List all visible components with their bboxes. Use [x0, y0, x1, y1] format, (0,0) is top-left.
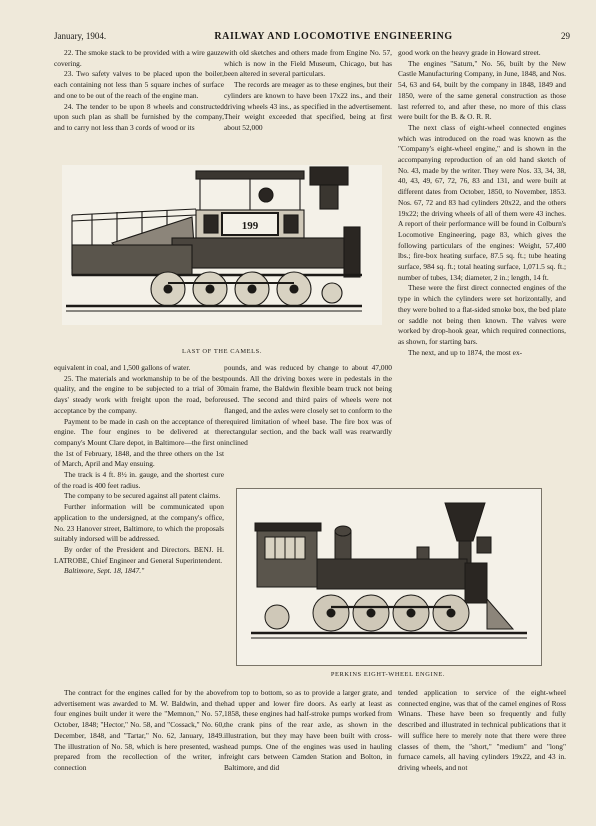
paragraph: Baltimore, Sept. 18, 1847.": [64, 566, 145, 576]
page-header: [54, 28, 570, 44]
paragraph: from top to bottom, so as to provide a larger grate, and had upper and lower fire doors. As early at least as 1858, these engines had half-stroke pumps worked from the crank pins of the rear axle, as shown in the illustration, but they may have been built with cross-head pumps. One of the engines was used in hauling freight cars between Camden Station and Bolton, in Baltimore, and did: [224, 688, 392, 772]
header-page-number: 29: [560, 31, 570, 41]
paragraph: 23. Two safety valves to be placed upon the boiler, each containing not less than 5 square inches of surface and one to be out of the reach of the engine man.: [54, 69, 224, 100]
figure-caption: PERKINS EIGHT-WHEEL ENGINE.: [330, 671, 446, 678]
paragraph: equivalent in coal, and 1,500 gallons of water.: [54, 363, 191, 372]
column-2-middle: [224, 363, 392, 483]
paragraph: The records are meager as to these engines, but their cylinders are known to have been 17x22 ins., and their driving wheels 43 ins., as specified in the advertisement. Their weight exceeded that specified, being at first about 52,000: [224, 80, 392, 132]
column-3-bottom: [398, 688, 566, 804]
paragraph: with old sketches and others made from Engine No. 57, which is now in the Field Museum, Chicago, but has been altered in several particulars.: [224, 48, 392, 79]
paragraph: The company to be secured against all patent claims.: [64, 491, 221, 501]
paragraph: The next class of eight-wheel connected engines which was introduced on the road was known as the "Company's eight-wheel engine," and is shown in the accompanying reproduction of an old hand sketch of No. 43, made by the writer. They were Nos. 33, 34, 38, 40, 43, 49, 67, 72, 76, 83 and 131, and were built at different dates from October, 1850, to November, 1853. Nos. 67, 72 and 83 had cylinders 20x22, and the others 19x22; the driving wheels of all of them were 43 inches. A report of their performance will be found in Colburn's Locomotive Engineering, page 83, which gives the following particulars of the engines: Weight, 57,400 lbs.; fire-box heating surface, 87.5 sq. ft.; tube heating surface, 984 sq. ft.; total heating surface, 1,071.5 sq. ft.; number of tubes, 134; diameter, 2 in.; length, 14 ft.: [398, 122, 566, 282]
column-3-top: [398, 48, 566, 482]
number-plate: 199: [241, 220, 259, 232]
paragraph: The engines "Saturn," No. 56, built by the New Castle Manufacturing Company, in June, 1848, and Nos. 54, 63 and 64, built by the company in 1848, 1849 and 1850, were of the same general construction as those last referred to, and after these, no more of this class were built for the B. & O. R. R.: [398, 58, 566, 122]
column-2-bottom: [224, 688, 392, 804]
paragraph: pounds, and was reduced by change to about 47,000 pounds. All the driving boxes were in pedestals in the main frame, the Baldwin flexible beam truck not being used. The second and third pairs of wheels were not flanged, and the axles were closely set to conform to the required limitation of wheel base. The fire box was of rectangular section, and the back wall was rearwardly inclined: [224, 363, 392, 447]
camel-engine-drawing: [62, 165, 382, 325]
paragraph: By order of the President and Directors. BENJ. H. LATROBE, Chief Engineer and General Superintendent.: [54, 544, 224, 565]
column-1-bottom: [54, 688, 224, 804]
paragraph: 24. The tender to be upon 8 wheels and constructed upon such plan as shall be furnished by the company, and to carry not less than 3 cords of wood or its: [54, 101, 224, 132]
paragraph: good work on the heavy grade in Howard street.: [398, 48, 541, 57]
paragraph: 22. The smoke stack to be provided with a wire gauze covering.: [54, 48, 224, 68]
paragraph: tended application to service of the eight-wheel connected engine, was that of the camel engines of Ross Winans. These have been so frequently and fully described and illustrated in technical publications that it will suffice here to merely note that there were three classes of them, the "short," "medium" and "long" furnace camels, all having cylinders 19x22, and 43 in. driving wheels, and not: [398, 688, 566, 772]
paragraph: 25. The materials and workmanship to be of the best quality, and the engine to be subjected to a trial of 30 days' steady work with freight upon the road, before acceptance by the company.: [54, 373, 224, 415]
column-2-top: [224, 48, 392, 170]
column-1-top: [54, 48, 224, 170]
figure-last-of-the-camels: [62, 165, 382, 325]
paragraph: The contract for the engines called for by the above advertisement was awarded to M. W. Baldwin, and the four engines built under it were the "Memnon," No. 57, October, 1848; "Hector," No. 58, and "Cossack," No. 60, December, 1848, and "Tartar," No. 62, January, 1849. The illustration of No. 58, which is here presented, was prepared from the recollection of the writer, in connection: [54, 688, 224, 772]
header-date: January, 1904.: [54, 31, 107, 41]
paragraph: The track is 4 ft. 8½ in. gauge, and the shortest cure of the road is 400 feet radius.: [54, 470, 224, 490]
paragraph: These were the first direct connected engines of the type in which the cylinders were set horizontally, and they were bolted to a flat-sided smoke box, the bed plate or saddle not being then known. The valves were worked by drop-hook gear, which required connections, as shown, for starting bars.: [398, 283, 566, 346]
figure-perkins-engine: [236, 488, 542, 666]
header-title: RAILWAY AND LOCOMOTIVE ENGINEERING: [214, 30, 453, 42]
figure-caption: LAST OF THE CAMELS.: [181, 348, 263, 355]
paragraph: Payment to be made in cash on the acceptance of the engine. The four engines to be delivered at the company's Mount Clare depot, in Baltimore—the first on the 1st of February, 1848, and the three others on the 1st of March, April and May ensuing.: [54, 416, 224, 469]
paragraph: Further information will be communicated upon application to the undersigned, at the company's office, No. 23 Hanover street, Baltimore, to which the proposals suitably indorsed will be addressed.: [54, 502, 224, 544]
paragraph: The next, and up to 1874, the most ex-: [408, 347, 523, 357]
perkins-engine-drawing: [237, 489, 541, 665]
column-1-middle: [54, 363, 224, 681]
